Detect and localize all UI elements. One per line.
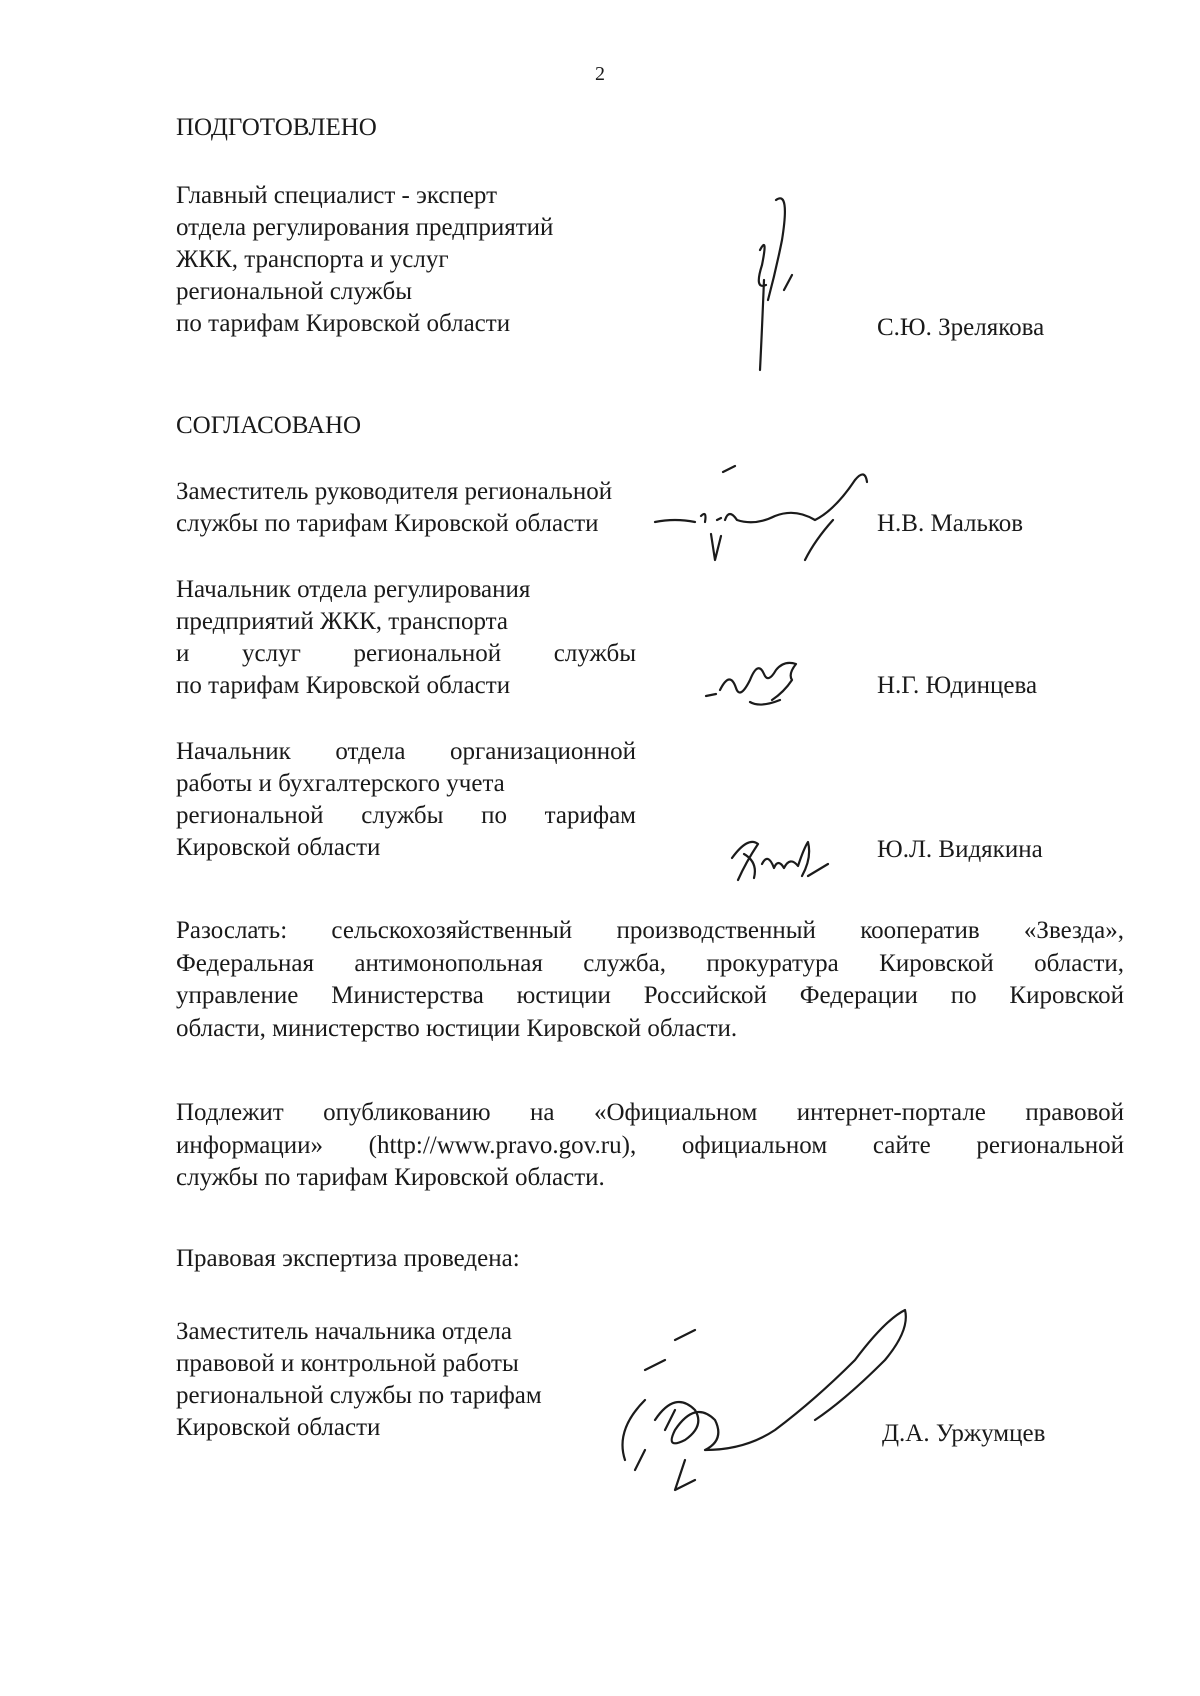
position-line: по тарифам Кировской области (176, 672, 511, 699)
prepared-position (176, 180, 553, 340)
position-line: службы по тарифам Кировской области (176, 510, 599, 537)
paragraph-line: информации» (http://www.pravo.gov.ru), официальном сайте региональной (176, 1131, 1124, 1159)
legal-review-statement: Правовая экспертиза проведена: (176, 1245, 520, 1272)
paragraph-line: Федеральная антимонопольная служба, прокуратура Кировской области, (176, 949, 1124, 977)
signature-urzhumtsev (605, 1300, 925, 1500)
paragraph-line: области, министерство юстиции Кировской области. (176, 1014, 738, 1042)
signature-yudintseva (700, 640, 810, 720)
page-number: 2 (595, 63, 605, 85)
position-line: и услуг региональной службы (176, 640, 636, 667)
signer-name-malkov: Н.В. Мальков (877, 510, 1024, 537)
position-line: ЖКК, транспорта и услуг (176, 246, 449, 273)
position-line: региональной службы (176, 278, 413, 305)
position-line: региональной службы по тарифам (176, 802, 636, 829)
position-line: отдела регулирования предприятий (176, 214, 554, 241)
position-line: региональной службы по тарифам (176, 1382, 542, 1409)
position-line: Заместитель начальника отдела (176, 1318, 512, 1345)
paragraph-line: управление Министерства юстиции Российской Федерации по Кировской (176, 982, 1124, 1009)
legal-review-position (176, 1316, 542, 1444)
signature-malkov (655, 460, 915, 570)
position-line: Начальник отдела организационной (176, 738, 636, 765)
signature-vidyakina (728, 818, 838, 898)
position-line: предприятий ЖКК, транспорта (176, 608, 508, 635)
agreed-heading: СОГЛАСОВАНО (176, 412, 362, 439)
signer-name-urzhumtsev: Д.А. Уржумцев (882, 1420, 1046, 1447)
agreed-position-malkov (176, 476, 612, 540)
position-line: правовой и контрольной работы (176, 1350, 519, 1377)
signer-name-vidyakina: Ю.Л. Видякина (877, 836, 1043, 863)
position-line: Начальник отдела регулирования (176, 576, 531, 603)
signer-name-yudintseva: Н.Г. Юдинцева (877, 672, 1038, 699)
position-line: Кировской области (176, 1414, 381, 1441)
publication-paragraph (176, 1097, 1124, 1195)
position-line: по тарифам Кировской области (176, 310, 511, 337)
position-line: работы и бухгалтерского учета (176, 770, 505, 797)
agreed-position-yudintseva (176, 574, 636, 702)
position-line: Кировской области (176, 834, 381, 861)
signer-name-zrelyakova: С.Ю. Зрелякова (877, 314, 1045, 341)
paragraph-line: службы по тарифам Кировской области. (176, 1164, 605, 1191)
distribution-paragraph (176, 915, 1124, 1045)
position-line: Главный специалист - эксперт (176, 182, 498, 209)
paragraph-line: Подлежит опубликованию на «Официальном интернет-портале правовой (176, 1099, 1124, 1126)
paragraph-line: Разослать: сельскохозяйственный производственный кооператив «Звезда», (176, 917, 1124, 944)
signature-zrelyakova (740, 190, 800, 390)
prepared-heading: ПОДГОТОВЛЕНО (176, 114, 377, 141)
position-line: Заместитель руководителя региональной (176, 478, 613, 505)
agreed-position-vidyakina (176, 736, 636, 864)
